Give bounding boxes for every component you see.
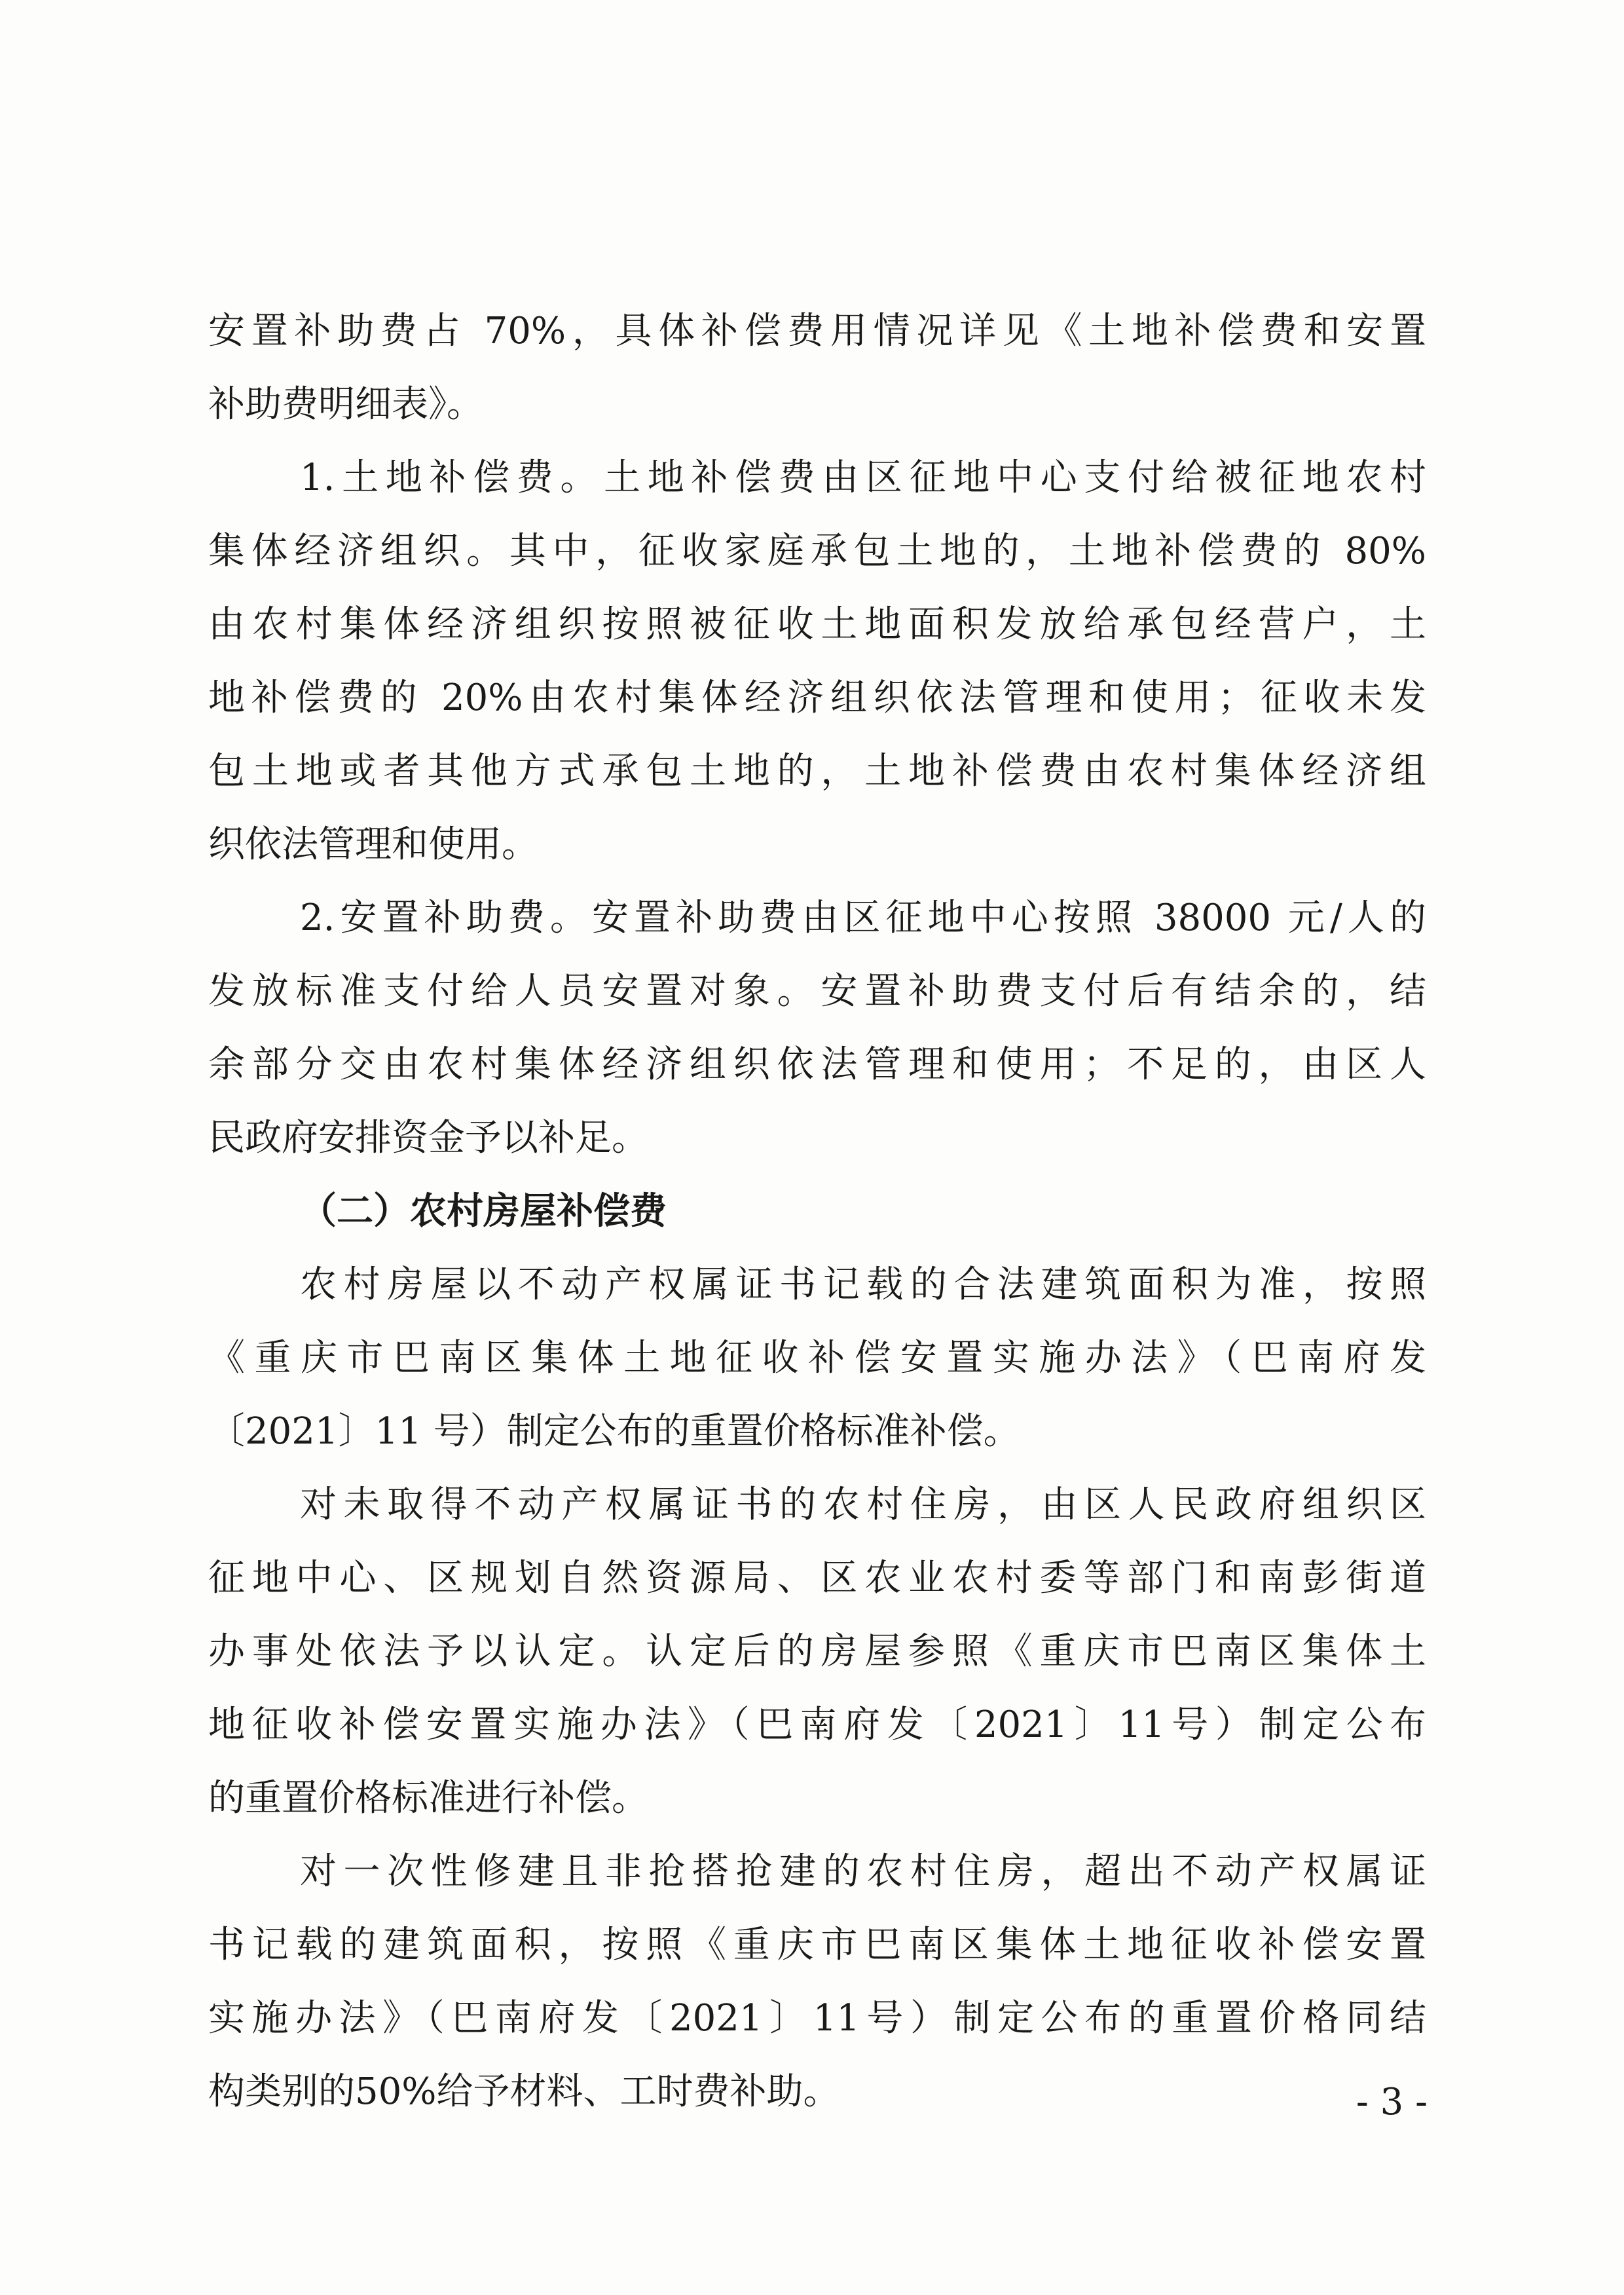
text-line: 农村房屋以不动产权属证书记载的合法建筑面积为准，按照 <box>300 1263 1426 1306</box>
text-line: 《重庆市巴南区集体土地征收补偿安置实施办法》（巴南府发 <box>208 1337 1426 1379</box>
text-line: 办事处依法予以认定。认定后的房屋参照《重庆市巴南区集体土 <box>208 1630 1426 1673</box>
text-line: 包土地或者其他方式承包土地的，土地补偿费由农村集体经济组 <box>208 750 1426 793</box>
section-item-land-compensation: 1.土地补偿费。土地补偿费由区征地中心支付给被征地农村 <box>300 457 1426 499</box>
text-line: 征地中心、区规划自然资源局、区农业农村委等部门和南彭街道 <box>208 1557 1426 1599</box>
text-line: 构类别的50%给予材料、工时费补助。 <box>208 2070 840 2113</box>
text-line: 民政府安排资金予以补足。 <box>208 1117 648 1159</box>
text-line: 〔2021〕11 号）制定公布的重置价格标准补偿。 <box>208 1410 1020 1453</box>
section-item-resettlement-subsidy: 2.安置补助费。安置补助费由区征地中心按照 38000 元/人的 <box>300 897 1426 939</box>
text-line: 实施办法》（巴南府发〔2021〕11号）制定公布的重置价格同结 <box>208 1997 1426 2040</box>
text-line: 补助费明细表》。 <box>208 383 483 426</box>
text-line: 集体经济组织。其中，征收家庭承包土地的，土地补偿费的 80% <box>208 530 1426 572</box>
text-line: 对一次性修建且非抢搭抢建的农村住房，超出不动产权属证 <box>300 1850 1426 1893</box>
section-heading-rural-housing: （二）农村房屋补偿费 <box>300 1190 667 1233</box>
page-number: - 3 - <box>1356 2081 1428 2123</box>
document-body <box>208 295 1426 2129</box>
text-line: 的重置价格标准进行补偿。 <box>208 1777 648 1819</box>
text-line: 书记载的建筑面积，按照《重庆市巴南区集体土地征收补偿安置 <box>208 1924 1426 1966</box>
text-line: 由农村集体经济组织按照被征收土地面积发放给承包经营户，土 <box>208 603 1426 646</box>
text-line: 地征收补偿安置实施办法》（巴南府发〔2021〕11号）制定公布 <box>208 1704 1426 1746</box>
text-line: 织依法管理和使用。 <box>208 823 538 866</box>
text-line: 对未取得不动产权属证书的农村住房，由区人民政府组织区 <box>300 1483 1426 1526</box>
text-line: 余部分交由农村集体经济组织依法管理和使用；不足的，由区人 <box>208 1043 1426 1086</box>
text-line: 地补偿费的 20%由农村集体经济组织依法管理和使用；征收未发 <box>208 677 1426 719</box>
text-line: 安置补助费占 70%，具体补偿费用情况详见《土地补偿费和安置 <box>208 310 1426 352</box>
text-line: 发放标准支付给人员安置对象。安置补助费支付后有结余的，结 <box>208 970 1426 1013</box>
